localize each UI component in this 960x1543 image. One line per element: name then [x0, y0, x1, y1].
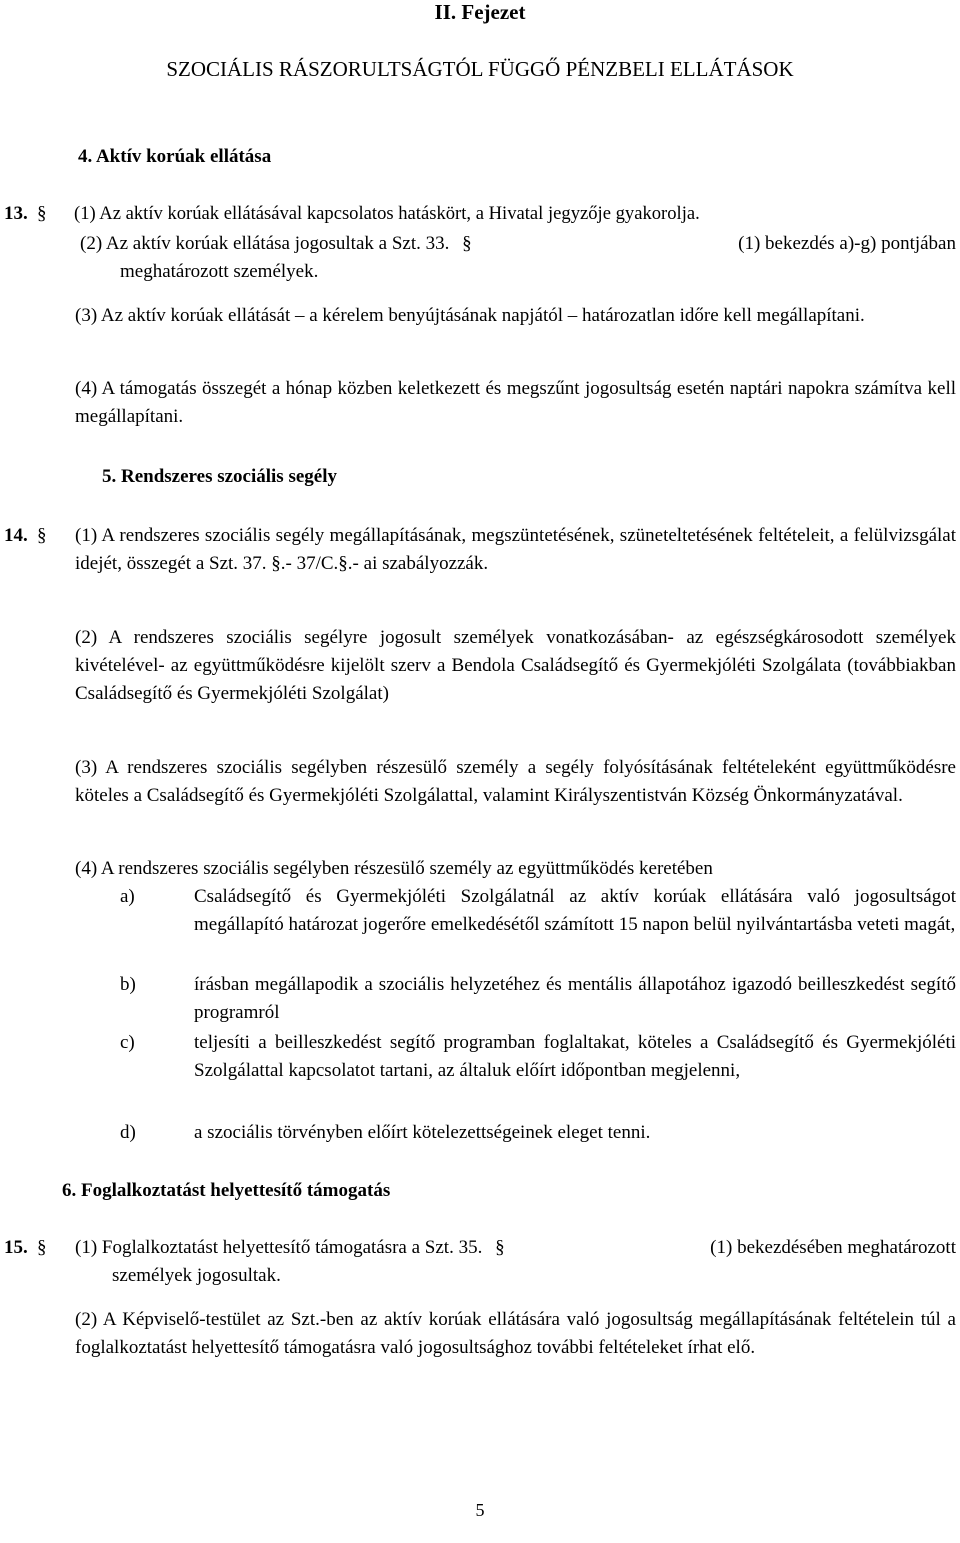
paragraph-number-15: 15. — [4, 1237, 28, 1258]
chapter-title: SZOCIÁLIS RÁSZORULTSÁGTÓL FÜGGŐ PÉNZBELI ELLÁTÁSOK — [166, 57, 794, 81]
paragraph-number-13: 13. — [4, 203, 28, 224]
s13-p2-line1 — [80, 230, 956, 258]
s13-p3: (3) Az aktív korúak ellátását – a kérelem benyújtásának napjától – határozatlan időre kell megállapítani. — [75, 305, 865, 326]
list-item-text: teljesíti a beilleszkedést segítő programban foglaltakat, köteles a Családsegítő és Gyermekjóléti Szolgálattal kapcsolatot tartani, az általuk előírt időpontban megjelenni, — [194, 1032, 956, 1081]
section-heading-6: 6. Foglalkoztatást helyettesítő támogatás — [62, 1180, 391, 1201]
s13-p1: (1) Az aktív korúak ellátásával kapcsolatos hatáskört, a Hivatal jegyzője gyakorolja. — [74, 203, 700, 224]
list-item-label: b) — [120, 974, 136, 995]
s15-p1-line1 — [75, 1234, 956, 1262]
s14-p4-intro: (4) A rendszeres szociális segélyben részesülő személy az együttműködés keretében — [75, 858, 713, 879]
section-sign-14: § — [37, 525, 47, 546]
list-item-label: a) — [120, 886, 135, 907]
s14-p1: (1) A rendszeres szociális segély megállapításának, megszüntetésének, szüneteltetésének feltételeit, a felülvizsgálat idejét, összegét a Szt. 37. §.- 37/C.§.- ai szabályozzák. — [75, 525, 956, 574]
s14-p2: (2) A rendszeres szociális segélyre jogosult személyek vonatkozásában- az egészségkárosodott személyek kivételével- az együttműködésre kijelölt szerv a Bendola Családsegítő és Gyermekjóléti Szolgálata (továbbiakban Családsegítő és Gyermekjóléti Szolgálat) — [75, 627, 956, 704]
section-sign-15: § — [37, 1237, 47, 1258]
list-item-label: c) — [120, 1032, 135, 1053]
s15-p1-part-b: (1) bekezdésében meghatározott — [710, 1237, 956, 1258]
section-sign-inline: § — [462, 233, 472, 254]
chapter-label: II. Fejezet — [434, 0, 526, 24]
s15-p1-part-a: (1) Foglalkoztatást helyettesítő támogatásra a Szt. 35. — [75, 1237, 483, 1258]
s13-p2-part-b: (1) bekezdés a)-g) pontjában — [738, 233, 956, 254]
section-heading-5: 5. Rendszeres szociális segély — [102, 466, 337, 487]
s14-p3: (3) A rendszeres szociális segélyben részesülő személy a segély folyósításának feltételeként együttműködésre köteles a Családsegítő és Gyermekjóléti Szolgálattal, valamint Királyszentistván Község Önkormányzatával. — [75, 757, 956, 806]
s13-p2-part-a: (2) Az aktív korúak ellátása jogosultak a Szt. 33. — [80, 233, 450, 254]
list-item-text: Családsegítő és Gyermekjóléti Szolgálatnál az aktív korúak ellátására való jogosultságot megállapító határozat jogerőre emelkedésétől számított 15 napon belül nyilvántartásba veteti magát, — [194, 886, 956, 935]
s13-p2-line2: meghatározott személyek. — [120, 261, 319, 282]
section-sign-inline: § — [495, 1237, 505, 1258]
section-sign-13: § — [37, 203, 47, 224]
list-item-text: a szociális törvényben előírt kötelezettségeinek eleget tenni. — [194, 1122, 651, 1143]
section-heading-4: 4. Aktív korúak ellátása — [78, 146, 272, 167]
list-item-label: d) — [120, 1122, 136, 1143]
s15-p1-line2: személyek jogosultak. — [112, 1265, 281, 1286]
paragraph-number-14: 14. — [4, 525, 28, 546]
s15-p2: (2) A Képviselő-testület az Szt.-ben az aktív korúak ellátására való jogosultság megállapításának feltételein túl a foglalkoztatást helyettesítő támogatásra való jogosultsághoz további feltételeket írhat elő. — [75, 1309, 956, 1358]
list-item-text: írásban megállapodik a szociális helyzetéhez és mentális állapotához igazodó beilleszkedést segítő programról — [194, 974, 956, 1023]
page-number: 5 — [475, 1500, 485, 1520]
s13-p4: (4) A támogatás összegét a hónap közben keletkezett és megszűnt jogosultság esetén naptári napokra számítva kell megállapítani. — [75, 378, 956, 427]
